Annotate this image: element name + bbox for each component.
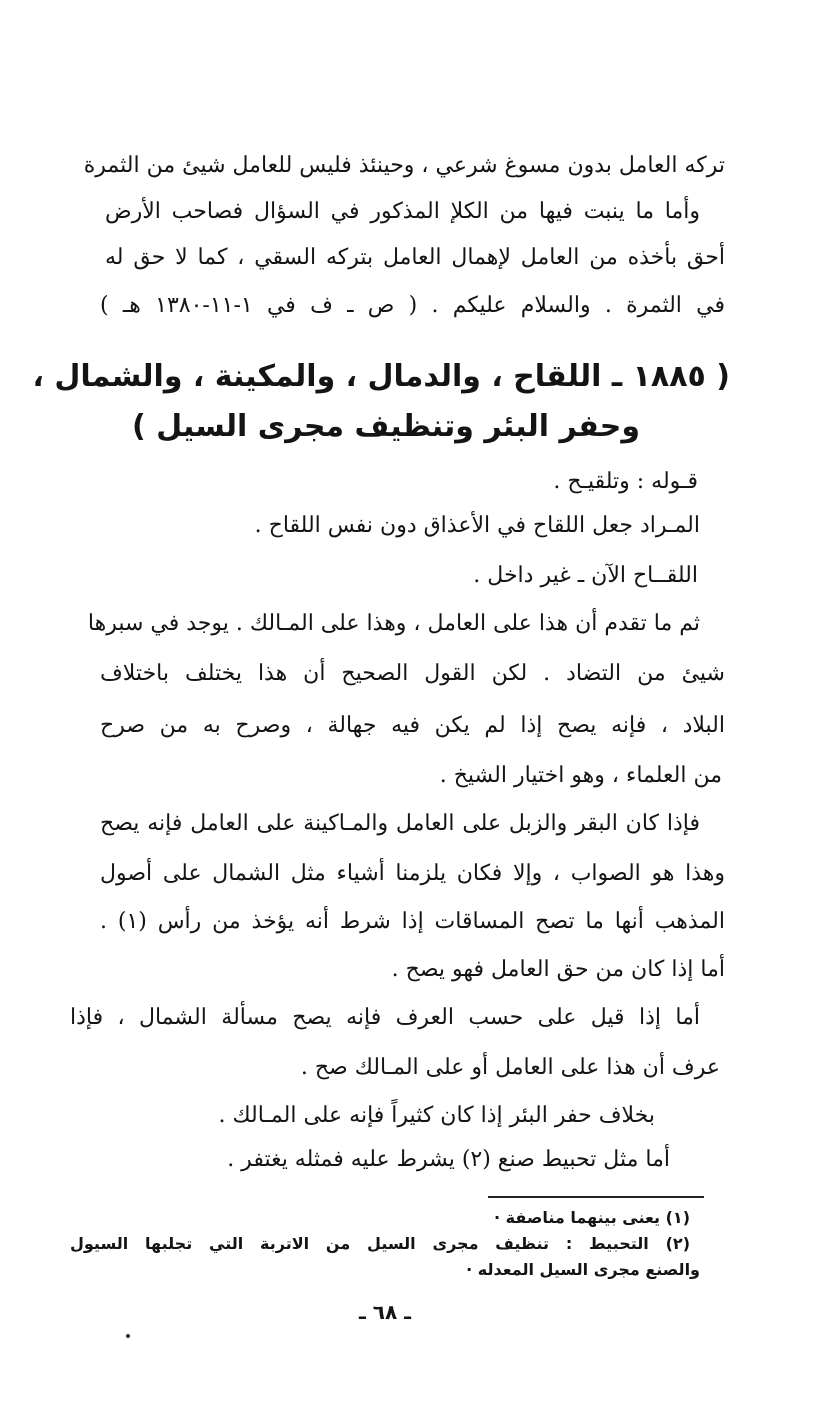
body-line-1: قـوله : وتلقيـح . [553,469,698,494]
page-number: ـ ٦٨ ـ [358,1300,412,1324]
body-line-15: أما مثل تحبيط صنع (٢) يشرط عليه فمثله يغتفر . [227,1147,670,1172]
section-heading-line-1: ( ١٨٨٥ ـ اللقاح ، والدمال ، والمكينة ، والشمال ، [32,359,730,394]
intro-line-1: تركه العامل بدون مسوغ شرعي ، وحينئذ فليس للعامل شيئ من الثمرة [83,153,725,178]
body-line-14: بخلاف حفر البئر إذا كان كثيراً فإنه على المـالك . [218,1103,655,1128]
intro-line-4: في الثمرة . والسلام عليكم . ( ص ـ ف في ١-١١-١٣٨٠ هـ ) [100,293,725,318]
body-line-13: عرف أن هذا على العامل أو على المـالك صح . [300,1055,720,1080]
body-line-11: أما إذا كان من حق العامل فهو يصح . [391,957,725,982]
body-line-6: البلاد ، فإنه يصح إذا لم يكن فيه جهالة ، وصرح به من صرح [100,713,725,738]
footnote-2: (٢) التحبيط : تنظيف مجرى السيل من الاتربة التي تجلبها السيول [70,1234,690,1253]
body-line-7: من العلماء ، وهو اختيار الشيخ . [439,763,722,788]
intro-line-2: وأما ما ينبت فيها من الكلإ المذكور في السؤال فصاحب الأرض [105,199,700,224]
scan-speck [126,1334,130,1338]
body-line-4: ثم ما تقدم أن هذا على العامل ، وهذا على المـالك . يوجد في سبرها [87,611,700,636]
intro-line-3: أحق بأخذه من العامل لإهمال العامل بتركه السقي ، كما لا حق له [105,245,725,270]
body-line-8: فإذا كان البقر والزبل على العامل والمـاكينة على العامل فإنه يصح [100,811,700,836]
footnote-1: (١) يعنى بينهما مناصفة · [494,1208,690,1227]
section-heading-line-2: وحفر البئر وتنظيف مجرى السيل ) [132,409,640,444]
body-line-2: المـراد جعل اللقاح في الأعذاق دون نفس اللقاح . [254,513,700,538]
body-line-12: أما إذا قيل على حسب العرف فإنه يصح مسألة الشمال ، فإذا [70,1005,700,1030]
body-line-3: اللقــاح الآن ـ غير داخل . [473,563,698,588]
body-line-9: وهذا هو الصواب ، وإلا فكان يلزمنا أشياء مثل الشمال على أصول [100,861,725,886]
footnote-rule [488,1196,704,1198]
body-line-5: شيئ من التضاد . لكن القول الصحيح أن هذا يختلف باختلاف [100,661,725,686]
footnote-2-continued: والصنع مجرى السيل المعدله · [466,1260,700,1279]
body-line-10: المذهب أنها ما تصح المساقات إذا شرط أنه يؤخذ من رأس (١) . [100,909,725,934]
